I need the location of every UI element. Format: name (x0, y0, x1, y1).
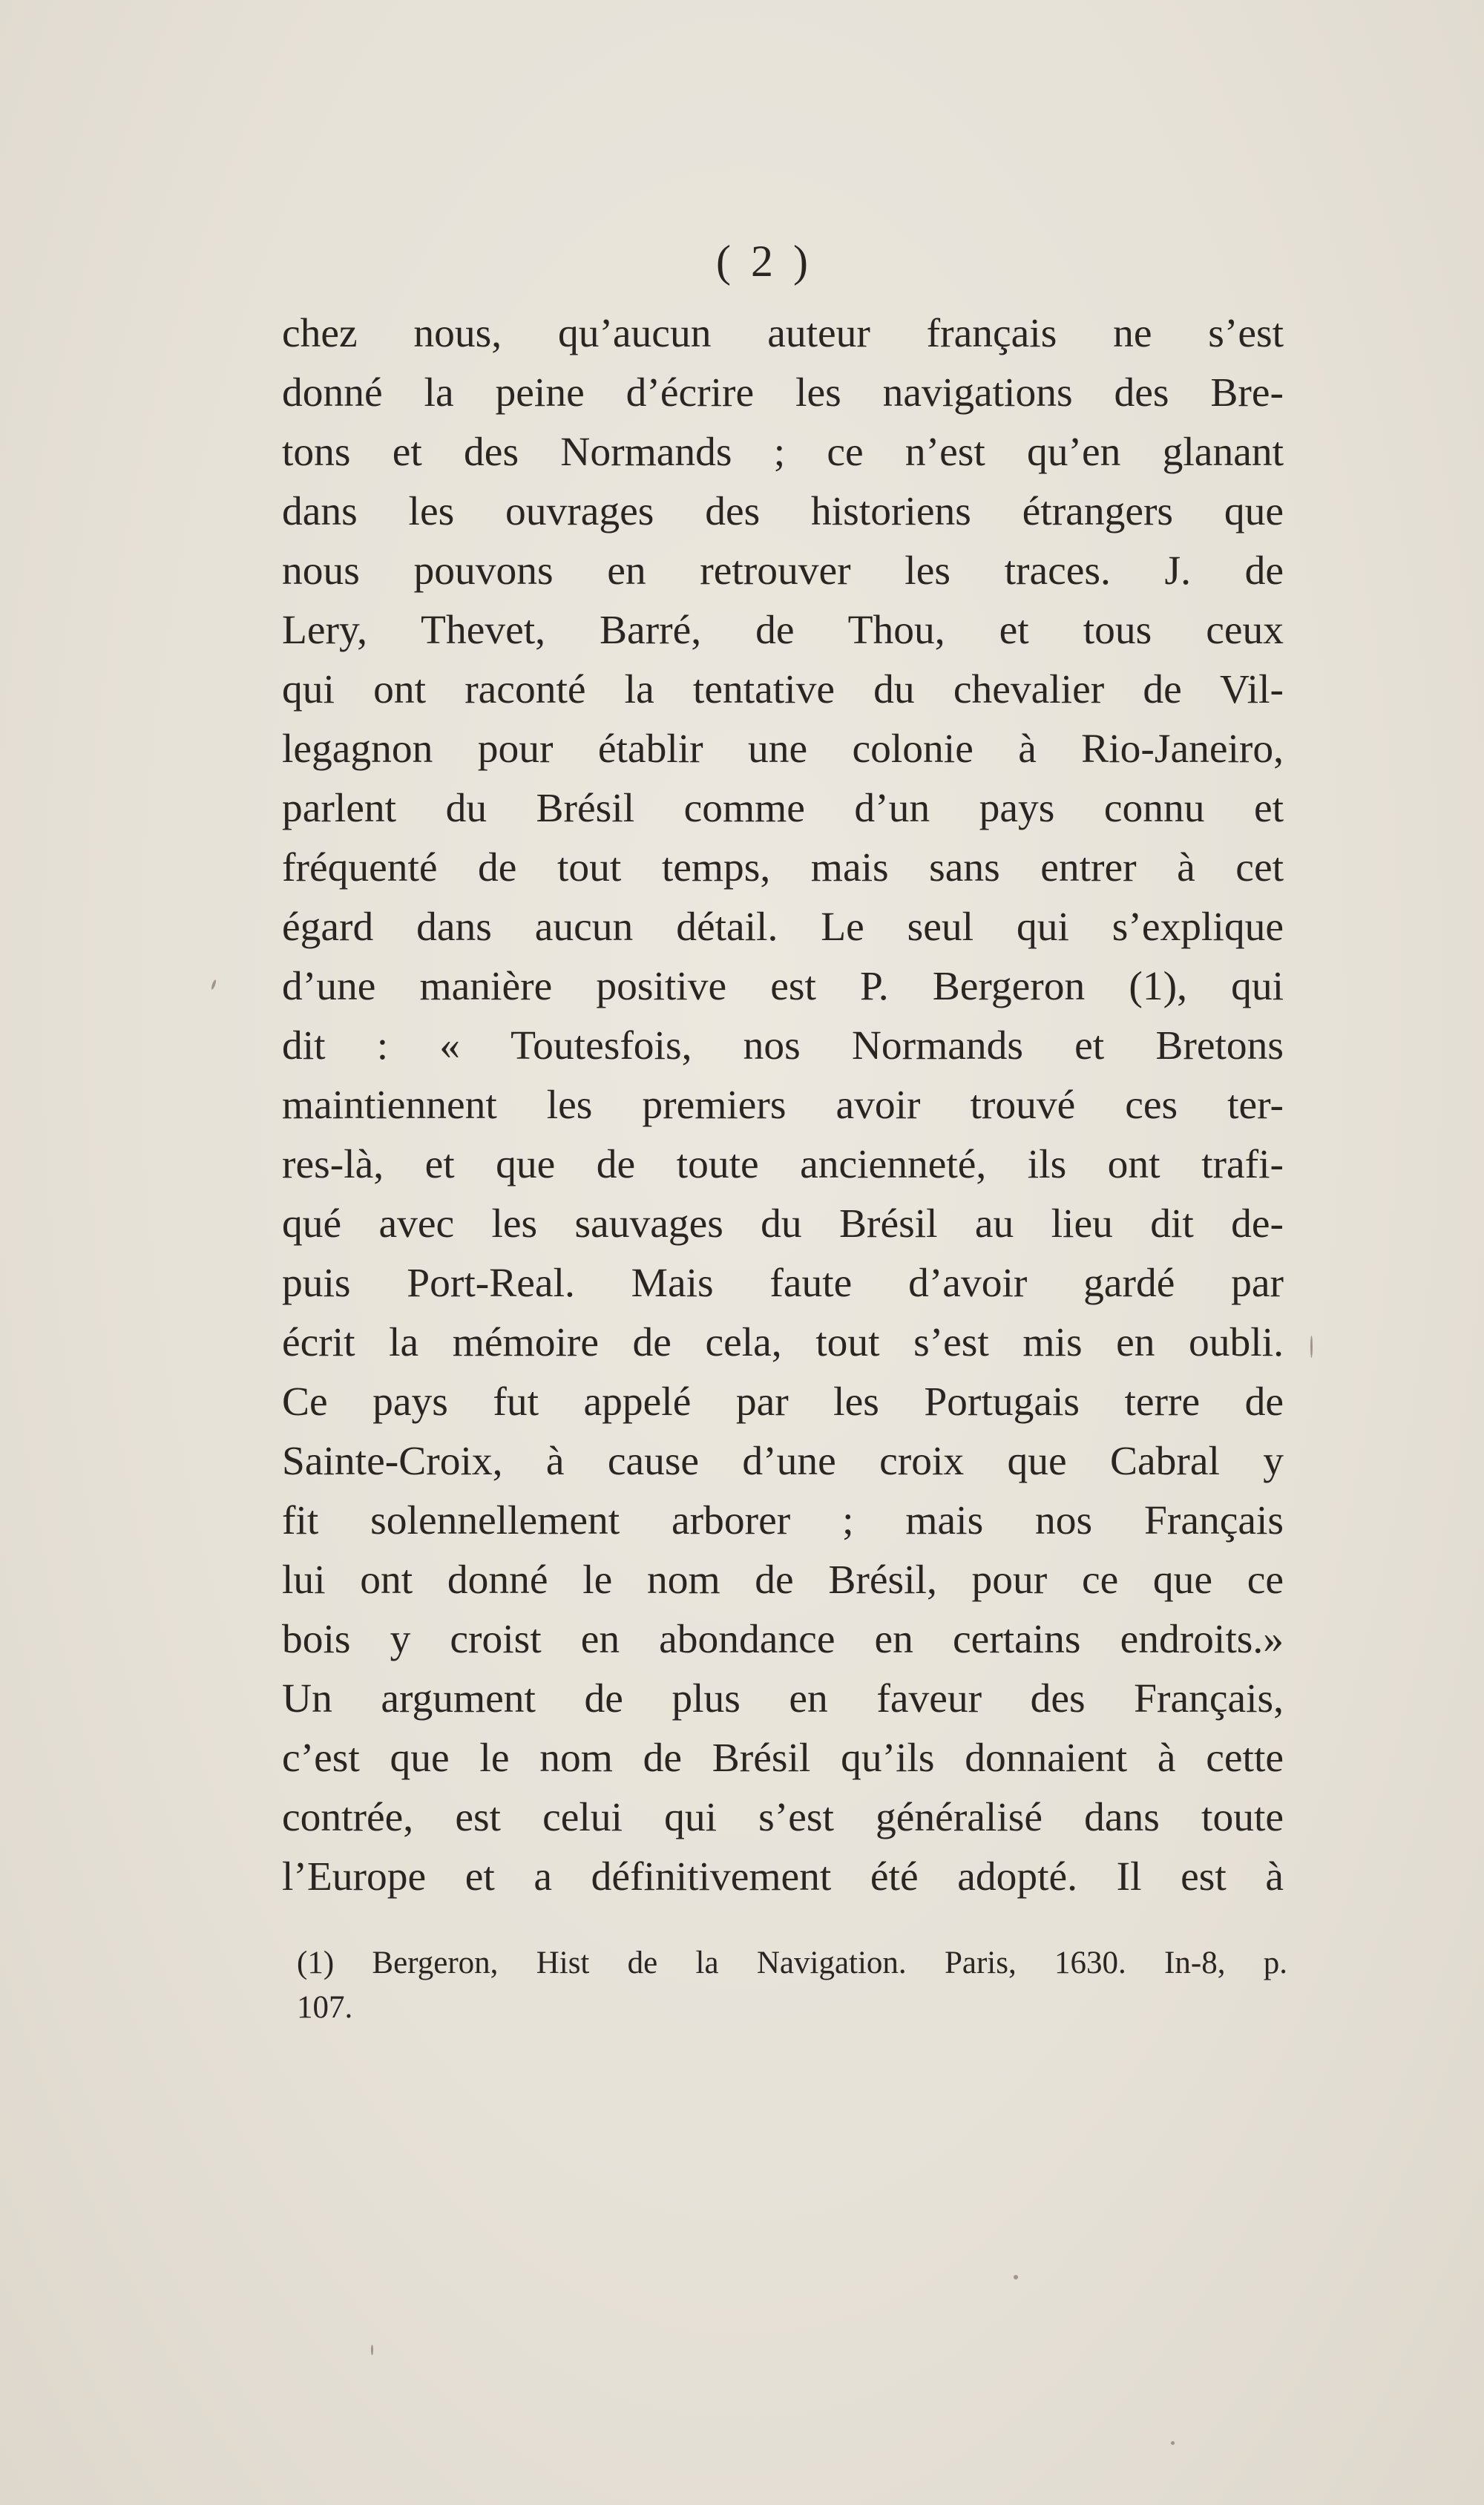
text-line: bois y croist en abondance en certains endroits.» (282, 1617, 1284, 1662)
paper-speck (1310, 1336, 1313, 1358)
text-line: Un argument de plus en faveur des Français, (282, 1676, 1284, 1721)
text-line: fréquenté de tout temps, mais sans entrer à cet (282, 845, 1284, 890)
text-line: c’est que le nom de Brésil qu’ils donnaient à cette (282, 1736, 1284, 1781)
text-line: Ce pays fut appelé par les Portugais terre de (282, 1379, 1284, 1425)
footnote (297, 1941, 1287, 2030)
text-line: puis Port-Real. Mais faute d’avoir gardé par (282, 1261, 1284, 1306)
paper-speck (211, 979, 217, 991)
text-line: Lery, Thevet, Barré, de Thou, et tous ceux (282, 608, 1284, 653)
text-line: égard dans aucun détail. Le seul qui s’explique (282, 905, 1284, 950)
text-line: l’Europe et a définitivement été adopté. Il est à (282, 1854, 1284, 1900)
paper-speck (1171, 2441, 1175, 2445)
footnote-line: (1) Bergeron, Hist de la Navigation. Paris, 1630. In-8, p. (297, 1946, 1287, 1980)
text-line: donné la peine d’écrire les navigations des Bre- (282, 370, 1284, 416)
paper-speck (371, 2345, 373, 2355)
text-line: tons et des Normands ; ce n’est qu’en glanant (282, 430, 1284, 475)
text-line: res-là, et que de toute ancienneté, ils ont trafi- (282, 1142, 1284, 1187)
footnote-line: 107. (297, 1990, 353, 2025)
text-line: dans les ouvrages des historiens étrangers que (282, 489, 1284, 534)
text-line: qué avec les sauvages du Brésil au lieu dit de- (282, 1201, 1284, 1247)
text-line: contrée, est celui qui s’est généralisé dans toute (282, 1795, 1284, 1840)
text-line: nous pouvons en retrouver les traces. J. de (282, 548, 1284, 594)
text-line: legagnon pour établir une colonie à Rio-Janeiro, (282, 726, 1284, 772)
text-line: qui ont raconté la tentative du chevalier de Vil- (282, 667, 1284, 712)
body-text (282, 304, 1284, 1907)
text-line: d’une manière positive est P. Bergeron (1), qui (282, 964, 1284, 1009)
text-line: lui ont donné le nom de Brésil, pour ce que ce (282, 1557, 1284, 1603)
text-line: maintiennent les premiers avoir trouvé ces ter- (282, 1083, 1284, 1128)
text-line: dit : « Toutesfois, nos Normands et Bretons (282, 1023, 1284, 1068)
paper-speck (1014, 2275, 1018, 2279)
text-line: Sainte-Croix, à cause d’une croix que Cabral y (282, 1439, 1284, 1484)
text-line: écrit la mémoire de cela, tout s’est mis en oubli. (282, 1320, 1284, 1365)
text-line: fit solennellement arborer ; mais nos Français (282, 1498, 1284, 1543)
text-line: parlent du Brésil comme d’un pays connu et (282, 786, 1284, 831)
text-line: chez nous, qu’aucun auteur français ne s’est (282, 311, 1284, 356)
page-number: ( 2 ) (716, 237, 812, 286)
